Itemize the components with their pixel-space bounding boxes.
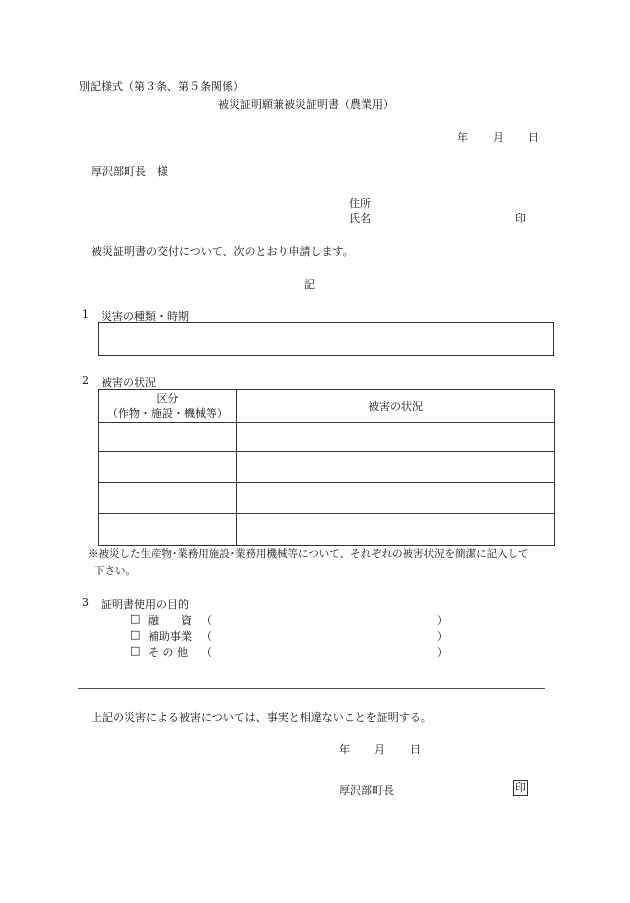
section1-title: 災害の種類・時期	[101, 310, 189, 323]
ki-marker: 記	[304, 278, 315, 291]
certification-text: 上記の災害による被害については、事実と相違ないことを証明する。	[91, 711, 432, 724]
table-row	[99, 483, 555, 514]
application-date-month: 月	[493, 131, 504, 144]
section3-number: 3	[82, 596, 89, 609]
certifier-seal-box	[513, 780, 528, 796]
certification-date-month: 月	[374, 743, 385, 756]
applicant-seal: 印	[515, 212, 526, 225]
section-divider	[78, 688, 545, 689]
page-title: 被災証明願兼被災証明書（農業用）	[218, 98, 394, 111]
damage-status-cell[interactable]	[237, 452, 555, 483]
subsidy-paren-close: ）	[437, 630, 448, 643]
other-paren-open: （	[201, 646, 212, 659]
certifier-seal: 印	[515, 781, 526, 794]
subsidy-paren-open: （	[201, 630, 212, 643]
form-reference: 別記様式（第３条、第５条関係）	[79, 80, 244, 93]
section2-title: 被害の状況	[101, 376, 156, 389]
other-label: そ の 他	[148, 646, 188, 659]
applicant-address-label: 住所	[349, 197, 371, 210]
table-row	[99, 452, 555, 483]
category-cell[interactable]	[99, 483, 237, 514]
section2-number: 2	[82, 374, 89, 387]
category-cell[interactable]	[99, 452, 237, 483]
request-text: 被災証明書の交付について、次のとおり申請します。	[91, 245, 354, 258]
applicant-name-label: 氏名	[349, 212, 371, 225]
table-row	[99, 514, 555, 546]
financing-label: 融 資	[148, 614, 192, 627]
certifier-name: 厚沢部町長	[339, 784, 394, 797]
financing-paren-close: ）	[437, 614, 448, 627]
certification-date-year: 年	[339, 743, 350, 756]
section3-title: 証明書使用の目的	[101, 598, 189, 611]
certification-date-day: 日	[410, 743, 421, 756]
category-cell[interactable]	[99, 514, 237, 546]
other-paren-close: ）	[437, 646, 448, 659]
category-header-line2: （作物・施設・機械等）	[107, 407, 228, 420]
addressee: 厚沢部町長 様	[91, 165, 168, 178]
application-date-year: 年	[457, 131, 468, 144]
table-row	[99, 423, 555, 452]
category-header-line1: 区分	[156, 392, 179, 405]
damage-note-line2: 下さい。	[94, 565, 136, 577]
damage-status-cell[interactable]	[237, 483, 555, 514]
subsidy-label: 補助事業	[148, 630, 192, 643]
subsidy-checkbox[interactable]: □	[130, 628, 141, 641]
category-header	[99, 390, 237, 423]
category-cell[interactable]	[99, 423, 237, 452]
financing-paren-open: （	[201, 614, 212, 627]
damage-table-header-row	[99, 390, 555, 423]
damage-table	[98, 389, 555, 546]
damage-status-cell[interactable]	[237, 423, 555, 452]
application-date-day: 日	[528, 131, 539, 144]
damage-status-header: 被害の状況	[237, 390, 555, 423]
other-checkbox[interactable]: □	[130, 644, 141, 657]
damage-note-line1: ※被災した生産物･業務用施設･業務用機械等について、それぞれの被害状況を簡潔に記入して	[88, 548, 529, 560]
section1-number: 1	[82, 308, 89, 321]
damage-status-cell[interactable]	[237, 514, 555, 546]
financing-checkbox[interactable]: □	[130, 612, 141, 625]
disaster-type-field[interactable]	[98, 322, 554, 356]
